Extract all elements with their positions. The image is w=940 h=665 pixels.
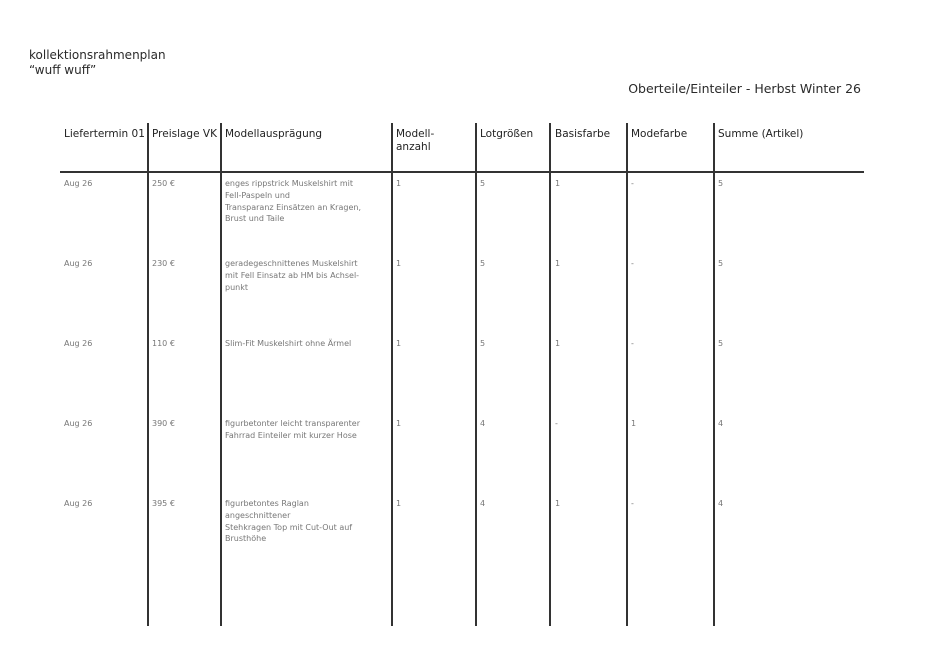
column-divider <box>391 123 393 626</box>
cell-anzahl: 1 <box>396 339 402 348</box>
cell-preislage: 390 € <box>152 419 175 428</box>
cell-anzahl: 1 <box>396 179 402 188</box>
cell-anzahl: 1 <box>396 499 402 508</box>
cell-modell: geradegeschnittenes Muskelshirt mit Fell Einsatz ab HM bis Achsel- punkt <box>225 259 360 292</box>
cell-anzahl: 1 <box>396 259 402 268</box>
header-preislage: Preislage VK <box>152 128 217 140</box>
cell-modell: Slim-Fit Muskelshirt ohne Ärmel <box>225 339 352 348</box>
header-modefarbe: Modefarbe <box>631 128 688 140</box>
cell-summe: 5 <box>718 259 724 268</box>
cell-basisfarbe: 1 <box>555 339 561 348</box>
cell-modefarbe: - <box>631 499 634 508</box>
cell-summe: 4 <box>718 419 724 428</box>
header-basisfarbe: Basisfarbe <box>555 128 611 140</box>
cell-modell: figurbetontes Raglan angeschnittener Stehkragen Top mit Cut-Out auf Brusthöhe <box>225 499 353 544</box>
header-divider <box>60 171 864 173</box>
cell-lotgroessen: 4 <box>480 499 486 508</box>
cell-anzahl: 1 <box>396 419 402 428</box>
cell-preislage: 110 € <box>152 339 175 348</box>
column-divider <box>713 123 715 626</box>
cell-modell: figurbetonter leicht transparenter Fahrrad Einteiler mit kurzer Hose <box>225 419 360 440</box>
cell-basisfarbe: 1 <box>555 499 561 508</box>
column-divider <box>475 123 477 626</box>
cell-lotgroessen: 5 <box>480 179 486 188</box>
cell-summe: 5 <box>718 179 724 188</box>
cell-liefertermin: Aug 26 <box>64 499 93 508</box>
cell-lotgroessen: 4 <box>480 419 486 428</box>
cell-modefarbe: 1 <box>631 419 637 428</box>
header-modellanzahl: Modell- anzahl <box>396 128 435 153</box>
cell-basisfarbe: 1 <box>555 259 561 268</box>
cell-modefarbe: - <box>631 259 634 268</box>
cell-liefertermin: Aug 26 <box>64 179 93 188</box>
cell-lotgroessen: 5 <box>480 339 486 348</box>
document-title: kollektionsrahmenplan <box>29 48 166 62</box>
cell-preislage: 395 € <box>152 499 175 508</box>
column-divider <box>220 123 222 626</box>
cell-liefertermin: Aug 26 <box>64 339 93 348</box>
column-divider <box>549 123 551 626</box>
header-summe: Summe (Artikel) <box>718 128 804 140</box>
cell-liefertermin: Aug 26 <box>64 419 93 428</box>
cell-lotgroessen: 5 <box>480 259 486 268</box>
cell-modefarbe: - <box>631 179 634 188</box>
cell-preislage: 230 € <box>152 259 175 268</box>
header-liefertermin: Liefertermin 01 <box>64 128 145 140</box>
cell-modefarbe: - <box>631 339 634 348</box>
cell-basisfarbe: 1 <box>555 179 561 188</box>
cell-preislage: 250 € <box>152 179 175 188</box>
cell-summe: 5 <box>718 339 724 348</box>
column-divider <box>626 123 628 626</box>
collection-title: Oberteile/Einteiler - Herbst Winter 26 <box>628 81 861 96</box>
cell-summe: 4 <box>718 499 724 508</box>
header-lotgroessen: Lotgrößen <box>480 128 534 140</box>
cell-liefertermin: Aug 26 <box>64 259 93 268</box>
column-divider <box>147 123 149 626</box>
document-subtitle: “wuff wuff” <box>29 63 97 77</box>
header-modellauspraegung: Modellausprägung <box>225 128 323 140</box>
cell-basisfarbe: - <box>555 419 558 428</box>
cell-modell: enges rippstrick Muskelshirt mit Fell-Paspeln und Transparanz Einsätzen an Kragen, Brust und Taile <box>225 179 361 224</box>
